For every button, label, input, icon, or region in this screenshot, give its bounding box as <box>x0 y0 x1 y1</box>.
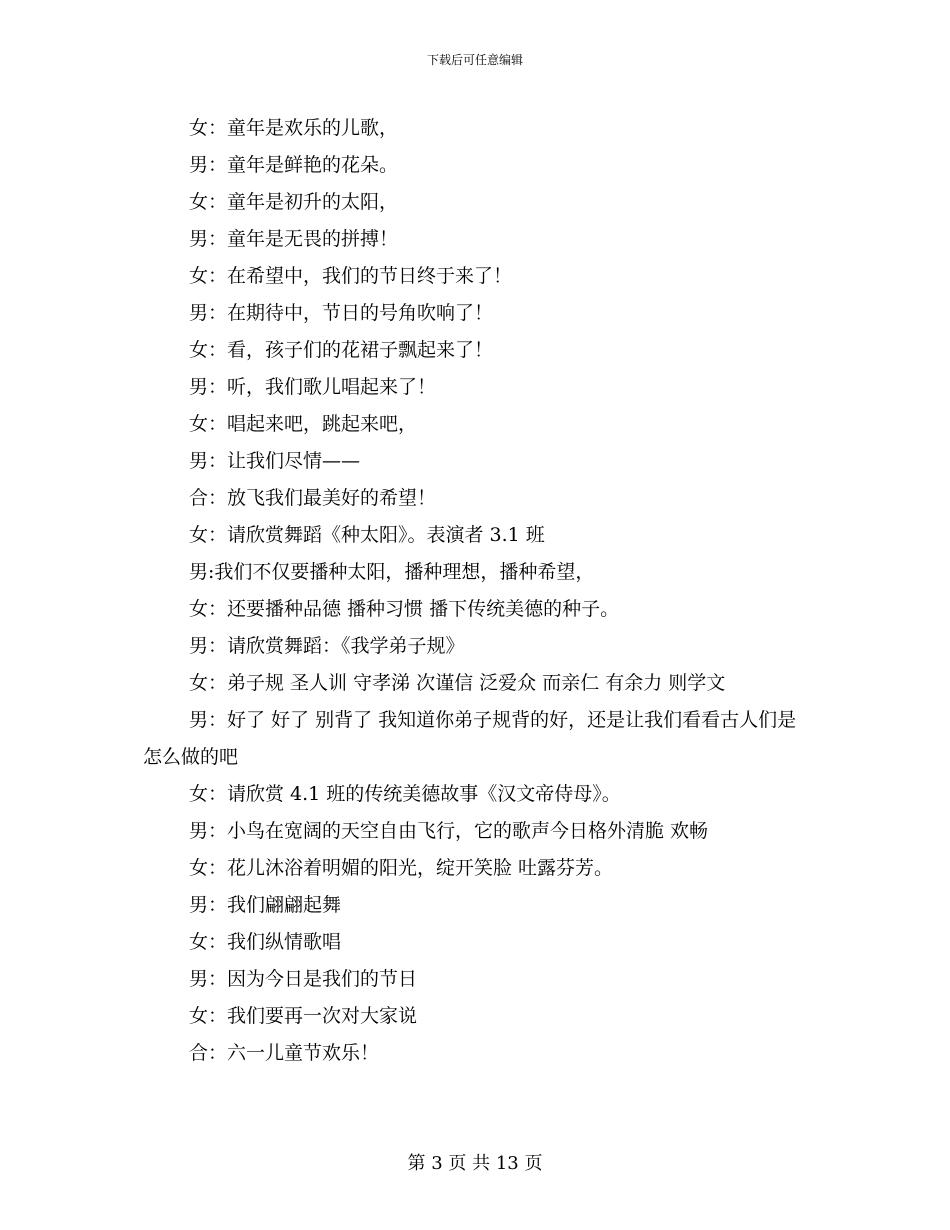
paragraph: 男：童年是无畏的拼搏！ <box>189 228 399 250</box>
document-body <box>143 110 808 1072</box>
page-header: 下载后可任意编辑 <box>426 53 523 67</box>
paragraph: 女：花儿沐浴着明媚的阳光，绽开笑脸 吐露芬芳。 <box>189 857 614 879</box>
paragraph: 男：在期待中，节日的号角吹响了！ <box>189 302 494 324</box>
paragraph: 女：我们要再一次对大家说 <box>189 1005 418 1027</box>
paragraph: 女：童年是初升的太阳， <box>189 191 399 213</box>
paragraph: 男：请欣赏舞蹈：《我学弟子规》 <box>189 635 465 657</box>
paragraph: 男：童年是鲜艳的花朵。 <box>189 154 399 176</box>
paragraph: 女：我们纵情歌唱 <box>189 931 342 953</box>
paragraph: 男：让我们尽情—— <box>189 450 361 472</box>
paragraph: 女：弟子规 圣人训 守孝涕 次谨信 泛爱众 而亲仁 有余力 则学文 <box>189 672 726 694</box>
paragraph: 男：因为今日是我们的节日 <box>189 968 418 990</box>
page-number: 第 3 页 共 13 页 <box>407 1153 543 1174</box>
paragraph: 男：好了 好了 别背了 我知道你弟子规背的好，还是让我们看看古人们是怎么做的吧 <box>143 709 797 768</box>
paragraph: 男：我们翩翩起舞 <box>189 894 342 916</box>
paragraph: 男:我们不仅要播种太阳，播种理想，播种希望， <box>189 561 595 583</box>
paragraph: 女：在希望中，我们的节日终于来了！ <box>189 265 513 287</box>
paragraph: 合：六一儿童节欢乐！ <box>189 1042 380 1064</box>
paragraph: 男：听，我们歌儿唱起来了！ <box>189 376 437 398</box>
paragraph: 女：请欣赏舞蹈《种太阳》。表演者 3.1 班 <box>189 524 545 546</box>
paragraph: 合：放飞我们最美好的希望！ <box>189 487 437 509</box>
paragraph: 女：唱起来吧，跳起来吧， <box>189 413 418 435</box>
paragraph: 女：还要播种品德 播种习惯 播下传统美德的种子。 <box>189 598 620 620</box>
paragraph: 女：看，孩子们的花裙子飘起来了！ <box>189 339 494 361</box>
paragraph: 女：童年是欢乐的儿歌， <box>189 117 399 139</box>
paragraph: 女：请欣赏 4.1 班的传统美德故事《汉文帝侍母》。 <box>189 783 621 805</box>
paragraph: 男：小鸟在宽阔的天空自由飞行，它的歌声今日格外清脆 欢畅 <box>189 820 709 842</box>
